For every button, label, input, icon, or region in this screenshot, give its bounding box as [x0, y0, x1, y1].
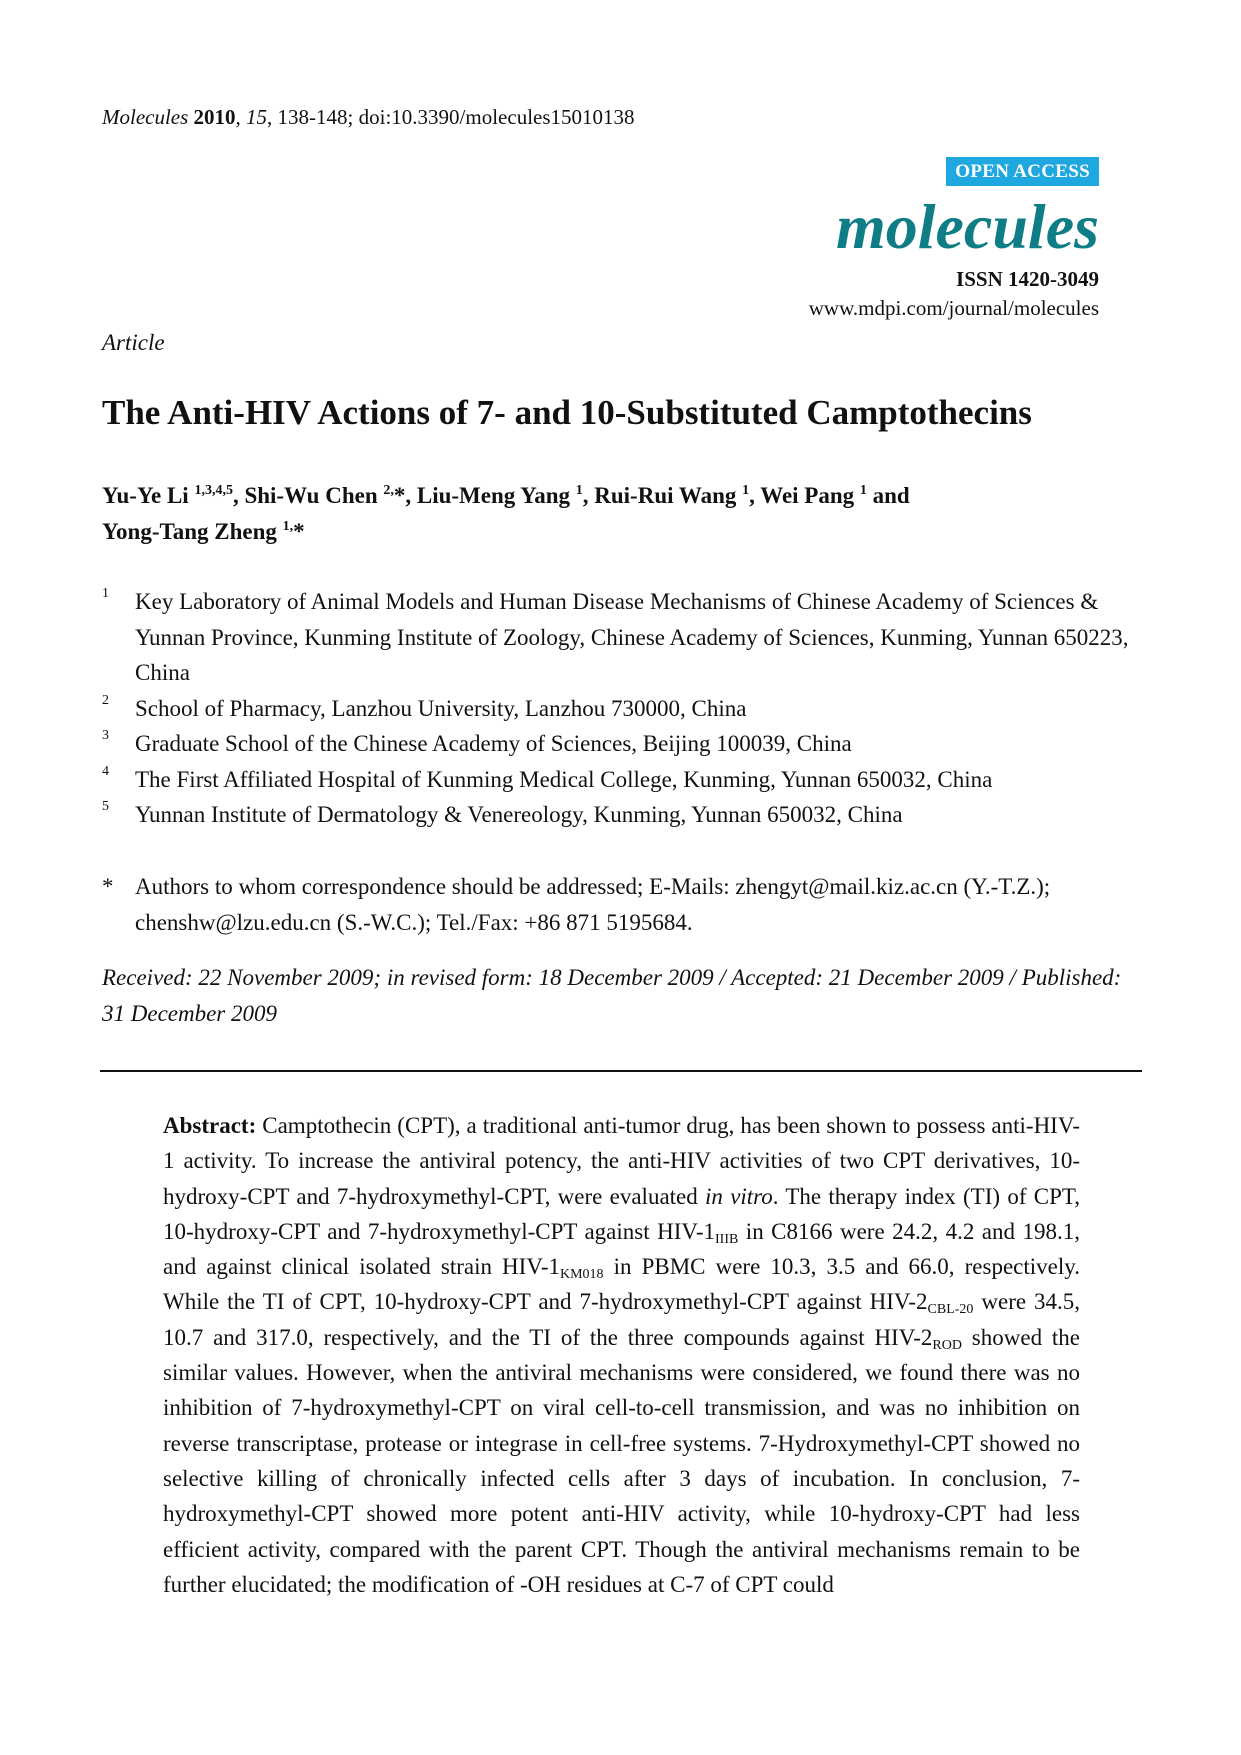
strain-subscript: IIIB	[715, 1231, 739, 1247]
affiliation-text: Graduate School of the Chinese Academy of Sciences, Beijing 100039, China	[135, 731, 852, 756]
affiliation-list	[102, 584, 1142, 833]
affiliation-item	[102, 584, 1142, 691]
author-affil-sup: 1,	[282, 519, 294, 534]
citation-year: 2010	[193, 105, 236, 129]
correspondence-text: Authors to whom correspondence should be addressed; E-Mails: zhengyt@mail.kiz.ac.cn (Y.-T.Z.); chenshw@lzu.edu.cn (S.-W.C.); Tel./Fax: +86 871 5195684.	[135, 874, 1051, 935]
publication-dates: Received: 22 November 2009; in revised form: 18 December 2009 / Accepted: 21 December 2009 / Published: 31 December 2009	[102, 965, 1122, 1026]
issn: ISSN 1420-3049	[956, 267, 1099, 291]
strain-subscript: CBL-20	[927, 1302, 974, 1318]
affiliation-text: Key Laboratory of Animal Models and Human Disease Mechanisms of Chinese Academy of Sciences & Yunnan Province, Kunming Institute of Zoology, Chinese Academy of Sciences, Kunming, Yunnan 650223, China	[135, 589, 1129, 685]
correspondence-mark: *	[102, 874, 114, 899]
author-affil-sup: 1	[859, 483, 867, 498]
abstract-text: were 34.5, 10.7 and 317.0, respectively, and the TI of the three compounds against HIV-2	[163, 1289, 1080, 1350]
journal-logo: molecules	[835, 191, 1099, 262]
author-affil-sup: 1	[575, 483, 583, 498]
corresponding-mark: *	[293, 519, 305, 544]
corresponding-mark: *	[393, 483, 406, 508]
strain-subscript: ROD	[932, 1337, 962, 1353]
affiliation-number: 4	[102, 763, 109, 779]
author-name: Liu-Meng Yang	[416, 483, 571, 508]
abstract-italic: in vitro	[705, 1183, 773, 1209]
affiliation-number: 1	[102, 586, 109, 601]
affiliation-number: 3	[102, 728, 109, 743]
correspondence	[102, 869, 1142, 940]
author-name: Wei Pang	[760, 483, 855, 508]
affiliation-number: 5	[102, 799, 109, 814]
author-list: Yu-Ye Li $^{1,3,4,5}$, Shi-Wu Chen $^{2,}$*, Liu-Meng Yang $^1$, Rui-Rui Wang $^1$, Wei Pang $^1$ and Yong-Tang Zheng $^{1,}$*	[102, 483, 910, 544]
authors-and: and	[872, 483, 910, 508]
affiliation-text: Yunnan Institute of Dermatology & Venereology, Kunming, Yunnan 650032, China	[135, 802, 903, 827]
open-access-badge: OPEN ACCESS	[946, 157, 1099, 186]
author-affil-sup: 1	[742, 483, 750, 498]
abstract-text: showed the similar values. However, when the antiviral mechanisms were considered, we found there was no inhibition of 7-hydroxymethyl-CPT on viral cell-to-cell transmission, and was no inhibition on reverse transcriptase, protease or integrase in cell-free systems. 7-Hydroxymethyl-CPT showed no selective killing of chronically infected cells after 3 days of incubation. In conclusion, 7-hydroxymethyl-CPT showed more potent anti-HIV activity, while 10-hydroxy-CPT had less efficient activity, compared with the parent CPT. Though the antiviral mechanisms remain to be further elucidated; the modification of -OH residues at C-7 of CPT could	[163, 1324, 1081, 1597]
affiliation-number: 2	[102, 692, 109, 708]
strain-subscript: KM018	[560, 1267, 604, 1283]
journal-website-link[interactable]: www.mdpi.com/journal/molecules	[808, 296, 1099, 320]
citation-line: Molecules 2010, 15, 138-148; doi:10.3390/molecules15010138	[102, 105, 635, 129]
abstract-text: in PBMC were 10.3, 3.5 and 66.0, respectively. While the TI of CPT, 10-hydroxy-CPT and 7-hydroxymethyl-CPT against HIV-2	[163, 1254, 1080, 1315]
author-name: Yu-Ye Li	[102, 483, 189, 508]
page-title: The Anti-HIV Actions of 7- and 10-Substituted Camptothecins	[102, 393, 1032, 432]
affiliation-text: School of Pharmacy, Lanzhou University, Lanzhou 730000, China	[135, 695, 747, 721]
author-name: Yong-Tang Zheng	[102, 519, 277, 544]
author-affil-sup: 1,3,4,5	[194, 483, 233, 498]
abstract-text: in C8166 were 24.2, 4.2 and 198.1, and against clinical isolated strain HIV-1	[163, 1218, 1080, 1280]
article-type: Article	[102, 330, 165, 355]
affiliation-item	[102, 762, 1142, 798]
affiliation-item	[102, 797, 1142, 833]
affiliation-text: The First Affiliated Hospital of Kunming Medical College, Kunming, Yunnan 650032, China	[135, 766, 993, 792]
affiliation-item	[102, 691, 1142, 727]
abstract-label: Abstract:	[163, 1113, 257, 1138]
section-divider	[100, 1070, 1142, 1072]
abstract-text: Camptothecin (CPT), a traditional anti-tumor drug, has been shown to possess anti-HIV-1 activity. To increase the antiviral potency, the anti-HIV activities of two CPT derivatives, 10-hydroxy-CPT and 7-hydroxymethyl-CPT, were evaluated	[163, 1113, 1080, 1209]
author-name: Shi-Wu Chen	[244, 483, 378, 508]
journal-name-italic: Molecules	[102, 105, 189, 129]
author-affil-sup: 2,	[383, 483, 394, 498]
abstract	[163, 1108, 1080, 1602]
author-name: Rui-Rui Wang	[594, 483, 737, 508]
affiliation-item	[102, 726, 1142, 762]
citation-volume: 15	[246, 105, 268, 129]
abstract-text: . The therapy index (TI) of CPT, 10-hydroxy-CPT and 7-hydroxymethyl-CPT against HIV-1	[163, 1183, 1080, 1244]
citation-pages-doi: , 138-148; doi:10.3390/molecules15010138	[267, 105, 635, 129]
